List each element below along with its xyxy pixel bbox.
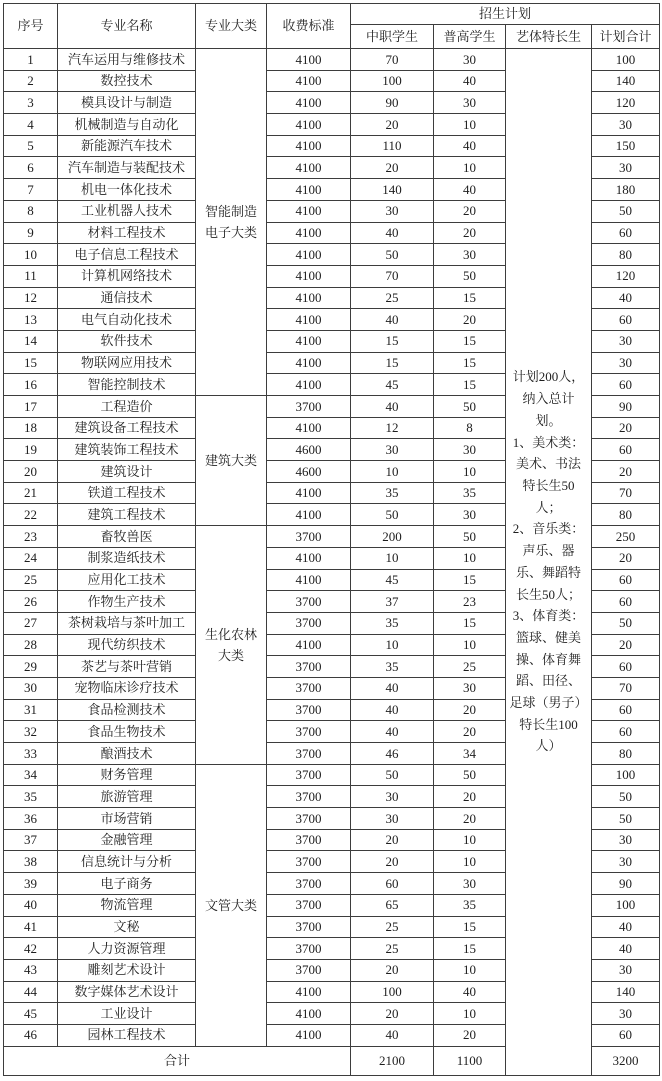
regular-high-count: 30	[434, 504, 506, 526]
regular-high-count: 10	[434, 114, 506, 136]
major-name: 数字媒体艺术设计	[58, 981, 196, 1003]
row-index: 12	[4, 287, 58, 309]
secondary-vocational-count: 60	[351, 873, 434, 895]
secondary-vocational-count: 20	[351, 829, 434, 851]
secondary-vocational-count: 90	[351, 92, 434, 114]
major-name: 机械制造与自动化	[58, 114, 196, 136]
table-body	[4, 49, 660, 1076]
regular-high-count: 50	[434, 526, 506, 548]
major-name: 新能源汽车技术	[58, 135, 196, 157]
regular-high-count: 40	[434, 135, 506, 157]
header-enrollment-plan: 招生计划	[351, 4, 660, 25]
regular-high-count: 30	[434, 92, 506, 114]
fee-standard: 4100	[267, 114, 351, 136]
regular-high-count: 30	[434, 49, 506, 71]
header-index: 序号	[4, 4, 58, 49]
fee-standard: 4100	[267, 1024, 351, 1046]
plan-total-count: 30	[592, 352, 660, 374]
fee-standard: 4100	[267, 634, 351, 656]
secondary-vocational-count: 25	[351, 938, 434, 960]
secondary-vocational-count: 10	[351, 461, 434, 483]
regular-high-count: 15	[434, 938, 506, 960]
plan-total-count: 60	[592, 309, 660, 331]
row-index: 46	[4, 1024, 58, 1046]
row-index: 23	[4, 526, 58, 548]
regular-high-count: 30	[434, 677, 506, 699]
regular-high-count: 15	[434, 916, 506, 938]
fee-standard: 3700	[267, 938, 351, 960]
header-major-category: 专业大类	[196, 4, 267, 49]
major-name: 电气自动化技术	[58, 309, 196, 331]
plan-total-count: 50	[592, 808, 660, 830]
row-index: 8	[4, 200, 58, 222]
row-index: 27	[4, 612, 58, 634]
header-row-1	[4, 4, 660, 25]
row-index: 15	[4, 352, 58, 374]
fee-standard: 3700	[267, 591, 351, 613]
regular-high-count: 10	[434, 634, 506, 656]
row-index: 43	[4, 959, 58, 981]
regular-high-count: 20	[434, 721, 506, 743]
row-index: 11	[4, 265, 58, 287]
major-name: 市场营销	[58, 808, 196, 830]
secondary-vocational-count: 15	[351, 330, 434, 352]
header-plan-total: 计划合计	[592, 25, 660, 49]
plan-total-count: 50	[592, 786, 660, 808]
plan-total-count: 60	[592, 569, 660, 591]
major-name: 宠物临床诊疗技术	[58, 677, 196, 699]
plan-total-count: 30	[592, 851, 660, 873]
secondary-vocational-count: 20	[351, 959, 434, 981]
fee-standard: 4600	[267, 461, 351, 483]
plan-total-count: 20	[592, 461, 660, 483]
major-name: 数控技术	[58, 70, 196, 92]
plan-total-count: 250	[592, 526, 660, 548]
row-index: 7	[4, 179, 58, 201]
regular-high-count: 10	[434, 829, 506, 851]
plan-total-count: 60	[592, 374, 660, 396]
regular-high-count: 25	[434, 656, 506, 678]
major-name: 雕刻艺术设计	[58, 959, 196, 981]
fee-standard: 3700	[267, 656, 351, 678]
fee-standard: 3700	[267, 743, 351, 765]
plan-total-count: 20	[592, 417, 660, 439]
fee-standard: 4100	[267, 157, 351, 179]
plan-total-count: 60	[592, 1024, 660, 1046]
plan-total-count: 100	[592, 894, 660, 916]
fee-standard: 3700	[267, 808, 351, 830]
row-index: 31	[4, 699, 58, 721]
row-index: 34	[4, 764, 58, 786]
plan-total-count: 120	[592, 265, 660, 287]
plan-total-count: 70	[592, 482, 660, 504]
plan-total-count: 80	[592, 244, 660, 266]
art-sports-note: 计划200人， 纳入总计 划。 1、美术类： 美术、书法 特长生50 人； 2、音乐类： 声乐、器 乐、舞蹈特 长生50人； 3、体育类： 篮球、健美 操、体育舞 蹈、田径、 足球（男子） 特长生100 人）	[506, 49, 592, 1076]
plan-total-count: 50	[592, 612, 660, 634]
row-index: 17	[4, 396, 58, 418]
row-index: 41	[4, 916, 58, 938]
major-name: 现代纺织技术	[58, 634, 196, 656]
secondary-vocational-count: 70	[351, 265, 434, 287]
row-index: 32	[4, 721, 58, 743]
row-index: 29	[4, 656, 58, 678]
secondary-vocational-count: 12	[351, 417, 434, 439]
regular-high-count: 40	[434, 70, 506, 92]
plan-total-count: 80	[592, 504, 660, 526]
fee-standard: 4100	[267, 200, 351, 222]
fee-standard: 4100	[267, 504, 351, 526]
row-index: 35	[4, 786, 58, 808]
major-name: 模具设计与制造	[58, 92, 196, 114]
regular-high-count: 10	[434, 851, 506, 873]
major-name: 汽车制造与装配技术	[58, 157, 196, 179]
regular-high-count: 10	[434, 1003, 506, 1025]
major-name: 建筑装饰工程技术	[58, 439, 196, 461]
major-name: 金融管理	[58, 829, 196, 851]
regular-high-count: 15	[434, 352, 506, 374]
major-name: 作物生产技术	[58, 591, 196, 613]
enrollment-plan-table	[3, 3, 660, 1076]
plan-total-count: 90	[592, 396, 660, 418]
row-index: 30	[4, 677, 58, 699]
secondary-vocational-count: 37	[351, 591, 434, 613]
fee-standard: 4100	[267, 352, 351, 374]
major-name: 物联网应用技术	[58, 352, 196, 374]
regular-high-count: 10	[434, 959, 506, 981]
secondary-vocational-count: 40	[351, 222, 434, 244]
plan-total-count: 140	[592, 70, 660, 92]
plan-total-count: 150	[592, 135, 660, 157]
fee-standard: 3700	[267, 396, 351, 418]
secondary-vocational-count: 100	[351, 70, 434, 92]
row-index: 26	[4, 591, 58, 613]
row-index: 10	[4, 244, 58, 266]
secondary-vocational-count: 30	[351, 200, 434, 222]
plan-total-count: 60	[592, 222, 660, 244]
regular-high-count: 30	[434, 244, 506, 266]
major-name: 铁道工程技术	[58, 482, 196, 504]
plan-total-count: 30	[592, 157, 660, 179]
secondary-vocational-count: 20	[351, 114, 434, 136]
secondary-vocational-count: 30	[351, 439, 434, 461]
fee-standard: 4100	[267, 374, 351, 396]
total-secondary-vocational: 2100	[351, 1046, 434, 1075]
regular-high-count: 20	[434, 309, 506, 331]
fee-standard: 4100	[267, 1003, 351, 1025]
fee-standard: 4100	[267, 330, 351, 352]
row-index: 39	[4, 873, 58, 895]
header-fee: 收费标准	[267, 4, 351, 49]
major-name: 建筑设备工程技术	[58, 417, 196, 439]
row-index: 18	[4, 417, 58, 439]
major-name: 电子商务	[58, 873, 196, 895]
row-index: 37	[4, 829, 58, 851]
major-name: 园林工程技术	[58, 1024, 196, 1046]
secondary-vocational-count: 110	[351, 135, 434, 157]
major-name: 物流管理	[58, 894, 196, 916]
regular-high-count: 30	[434, 873, 506, 895]
regular-high-count: 10	[434, 547, 506, 569]
secondary-vocational-count: 40	[351, 699, 434, 721]
fee-standard: 3700	[267, 526, 351, 548]
fee-standard: 4100	[267, 92, 351, 114]
major-name: 汽车运用与维修技术	[58, 49, 196, 71]
fee-standard: 4100	[267, 49, 351, 71]
row-index: 20	[4, 461, 58, 483]
secondary-vocational-count: 35	[351, 612, 434, 634]
secondary-vocational-count: 25	[351, 916, 434, 938]
major-name: 机电一体化技术	[58, 179, 196, 201]
row-index: 4	[4, 114, 58, 136]
fee-standard: 3700	[267, 916, 351, 938]
regular-high-count: 15	[434, 374, 506, 396]
secondary-vocational-count: 70	[351, 49, 434, 71]
row-index: 5	[4, 135, 58, 157]
row-index: 25	[4, 569, 58, 591]
regular-high-count: 30	[434, 439, 506, 461]
secondary-vocational-count: 20	[351, 1003, 434, 1025]
plan-total-count: 40	[592, 916, 660, 938]
plan-total-count: 30	[592, 330, 660, 352]
row-index: 42	[4, 938, 58, 960]
total-regular-high: 1100	[434, 1046, 506, 1075]
major-name: 食品检测技术	[58, 699, 196, 721]
secondary-vocational-count: 40	[351, 396, 434, 418]
row-index: 33	[4, 743, 58, 765]
secondary-vocational-count: 20	[351, 851, 434, 873]
secondary-vocational-count: 25	[351, 287, 434, 309]
secondary-vocational-count: 30	[351, 786, 434, 808]
major-name: 材料工程技术	[58, 222, 196, 244]
fee-standard: 4100	[267, 569, 351, 591]
header-major-name: 专业名称	[58, 4, 196, 49]
regular-high-count: 50	[434, 265, 506, 287]
secondary-vocational-count: 45	[351, 374, 434, 396]
major-name: 计算机网络技术	[58, 265, 196, 287]
fee-standard: 4100	[267, 222, 351, 244]
plan-total-count: 30	[592, 959, 660, 981]
fee-standard: 3700	[267, 873, 351, 895]
secondary-vocational-count: 10	[351, 547, 434, 569]
major-name: 工业设计	[58, 1003, 196, 1025]
row-index: 16	[4, 374, 58, 396]
secondary-vocational-count: 40	[351, 677, 434, 699]
plan-total-count: 100	[592, 764, 660, 786]
major-name: 酿酒技术	[58, 743, 196, 765]
regular-high-count: 20	[434, 808, 506, 830]
plan-total-count: 140	[592, 981, 660, 1003]
row-index: 28	[4, 634, 58, 656]
regular-high-count: 20	[434, 786, 506, 808]
major-name: 工程造价	[58, 396, 196, 418]
major-name: 电子信息工程技术	[58, 244, 196, 266]
regular-high-count: 20	[434, 200, 506, 222]
major-category-group: 智能制造 电子大类	[196, 49, 267, 396]
row-index: 21	[4, 482, 58, 504]
fee-standard: 3700	[267, 764, 351, 786]
major-name: 茶艺与茶叶营销	[58, 656, 196, 678]
regular-high-count: 15	[434, 287, 506, 309]
plan-total-count: 180	[592, 179, 660, 201]
plan-total-count: 60	[592, 591, 660, 613]
regular-high-count: 15	[434, 612, 506, 634]
plan-total-count: 40	[592, 938, 660, 960]
fee-standard: 3700	[267, 721, 351, 743]
plan-total-count: 120	[592, 92, 660, 114]
plan-total-count: 30	[592, 1003, 660, 1025]
regular-high-count: 15	[434, 569, 506, 591]
major-name: 财务管理	[58, 764, 196, 786]
regular-high-count: 20	[434, 699, 506, 721]
row-index: 2	[4, 70, 58, 92]
major-name: 软件技术	[58, 330, 196, 352]
row-index: 40	[4, 894, 58, 916]
secondary-vocational-count: 50	[351, 504, 434, 526]
row-index: 44	[4, 981, 58, 1003]
secondary-vocational-count: 200	[351, 526, 434, 548]
regular-high-count: 40	[434, 179, 506, 201]
regular-high-count: 40	[434, 981, 506, 1003]
plan-total-count: 80	[592, 743, 660, 765]
secondary-vocational-count: 35	[351, 656, 434, 678]
row-index: 22	[4, 504, 58, 526]
regular-high-count: 10	[434, 157, 506, 179]
regular-high-count: 50	[434, 396, 506, 418]
table-row	[4, 49, 660, 71]
secondary-vocational-count: 10	[351, 634, 434, 656]
plan-total-count: 60	[592, 656, 660, 678]
fee-standard: 3700	[267, 829, 351, 851]
secondary-vocational-count: 100	[351, 981, 434, 1003]
row-index: 45	[4, 1003, 58, 1025]
plan-total-count: 40	[592, 287, 660, 309]
total-plan: 3200	[592, 1046, 660, 1075]
fee-standard: 3700	[267, 894, 351, 916]
row-index: 13	[4, 309, 58, 331]
row-index: 6	[4, 157, 58, 179]
secondary-vocational-count: 140	[351, 179, 434, 201]
secondary-vocational-count: 35	[351, 482, 434, 504]
major-name: 文秘	[58, 916, 196, 938]
major-name: 旅游管理	[58, 786, 196, 808]
fee-standard: 3700	[267, 677, 351, 699]
regular-high-count: 23	[434, 591, 506, 613]
fee-standard: 4100	[267, 309, 351, 331]
row-index: 24	[4, 547, 58, 569]
regular-high-count: 35	[434, 894, 506, 916]
row-index: 19	[4, 439, 58, 461]
fee-standard: 3700	[267, 786, 351, 808]
fee-standard: 3700	[267, 959, 351, 981]
regular-high-count: 15	[434, 330, 506, 352]
fee-standard: 4100	[267, 981, 351, 1003]
plan-total-count: 20	[592, 547, 660, 569]
major-name: 人力资源管理	[58, 938, 196, 960]
secondary-vocational-count: 46	[351, 743, 434, 765]
fee-standard: 4100	[267, 179, 351, 201]
major-name: 建筑工程技术	[58, 504, 196, 526]
major-name: 智能控制技术	[58, 374, 196, 396]
major-name: 畜牧兽医	[58, 526, 196, 548]
major-name: 建筑设计	[58, 461, 196, 483]
fee-standard: 4100	[267, 135, 351, 157]
regular-high-count: 10	[434, 461, 506, 483]
row-index: 3	[4, 92, 58, 114]
plan-total-count: 100	[592, 49, 660, 71]
fee-standard: 4100	[267, 417, 351, 439]
plan-total-count: 30	[592, 114, 660, 136]
plan-total-count: 60	[592, 721, 660, 743]
plan-total-count: 70	[592, 677, 660, 699]
header-art-sports: 艺体特长生	[506, 25, 592, 49]
secondary-vocational-count: 30	[351, 808, 434, 830]
fee-standard: 4100	[267, 70, 351, 92]
row-index: 14	[4, 330, 58, 352]
major-name: 信息统计与分析	[58, 851, 196, 873]
major-name: 食品生物技术	[58, 721, 196, 743]
major-category-group: 生化农林 大类	[196, 526, 267, 765]
secondary-vocational-count: 15	[351, 352, 434, 374]
major-category-group: 文管大类	[196, 764, 267, 1046]
plan-total-count: 20	[592, 634, 660, 656]
secondary-vocational-count: 20	[351, 157, 434, 179]
plan-total-count: 50	[592, 200, 660, 222]
regular-high-count: 8	[434, 417, 506, 439]
row-index: 1	[4, 49, 58, 71]
fee-standard: 3700	[267, 612, 351, 634]
major-category-group: 建筑大类	[196, 396, 267, 526]
header-regular-high: 普高学生	[434, 25, 506, 49]
fee-standard: 4100	[267, 244, 351, 266]
secondary-vocational-count: 65	[351, 894, 434, 916]
secondary-vocational-count: 40	[351, 309, 434, 331]
major-name: 通信技术	[58, 287, 196, 309]
regular-high-count: 20	[434, 1024, 506, 1046]
regular-high-count: 20	[434, 222, 506, 244]
total-label: 合计	[4, 1046, 351, 1075]
plan-total-count: 90	[592, 873, 660, 895]
regular-high-count: 35	[434, 482, 506, 504]
row-index: 9	[4, 222, 58, 244]
major-name: 茶树栽培与茶叶加工	[58, 612, 196, 634]
secondary-vocational-count: 40	[351, 721, 434, 743]
regular-high-count: 34	[434, 743, 506, 765]
secondary-vocational-count: 40	[351, 1024, 434, 1046]
fee-standard: 3700	[267, 699, 351, 721]
regular-high-count: 50	[434, 764, 506, 786]
header-secondary-vocational: 中职学生	[351, 25, 434, 49]
major-name: 工业机器人技术	[58, 200, 196, 222]
fee-standard: 4600	[267, 439, 351, 461]
secondary-vocational-count: 45	[351, 569, 434, 591]
table-header	[4, 4, 660, 49]
fee-standard: 4100	[267, 547, 351, 569]
fee-standard: 4100	[267, 482, 351, 504]
row-index: 36	[4, 808, 58, 830]
fee-standard: 4100	[267, 265, 351, 287]
plan-total-count: 30	[592, 829, 660, 851]
fee-standard: 4100	[267, 287, 351, 309]
row-index: 38	[4, 851, 58, 873]
plan-total-count: 60	[592, 439, 660, 461]
fee-standard: 3700	[267, 851, 351, 873]
secondary-vocational-count: 50	[351, 764, 434, 786]
secondary-vocational-count: 50	[351, 244, 434, 266]
major-name: 制浆造纸技术	[58, 547, 196, 569]
plan-total-count: 60	[592, 699, 660, 721]
major-name: 应用化工技术	[58, 569, 196, 591]
